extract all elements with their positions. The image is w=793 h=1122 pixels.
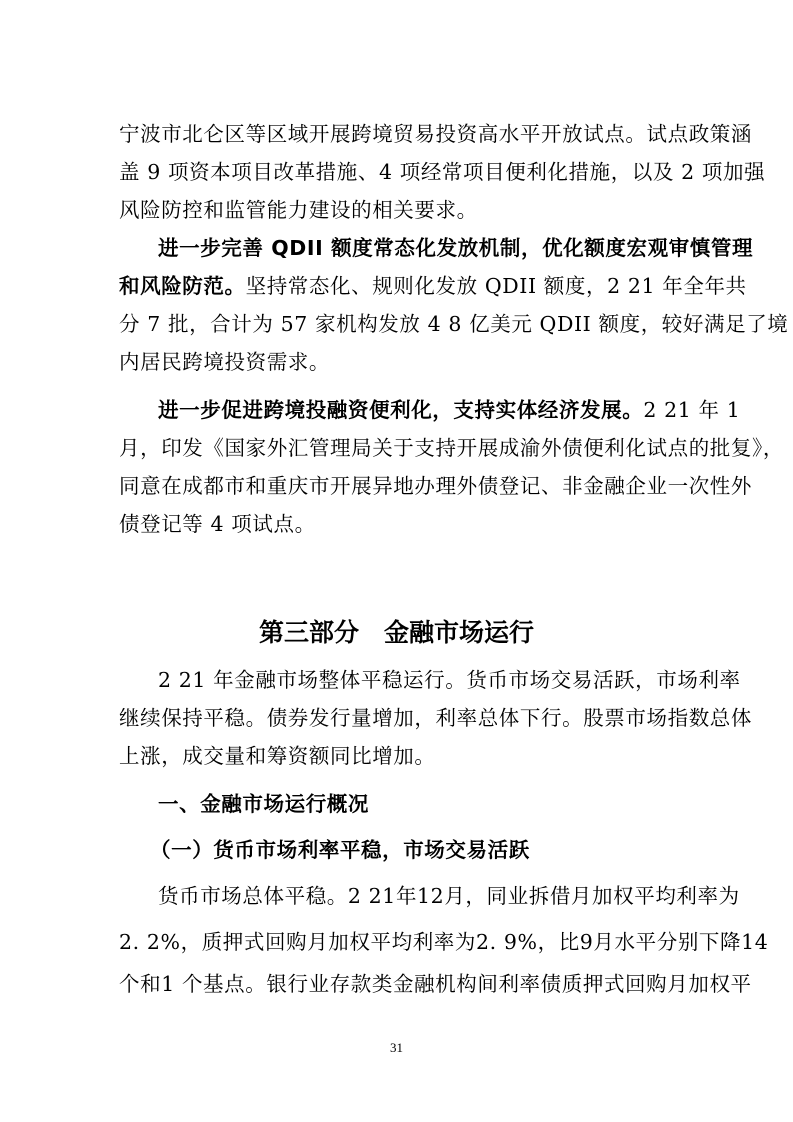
body-line: 上涨，成交量和筹资额同比增加。 (119, 744, 436, 768)
body-text: 2 21 年 1 (643, 398, 741, 422)
body-line: 宁波市北仑区等区域开展跨境贸易投资高水平开放试点。试点政策涵 (119, 122, 752, 146)
body-line: 盖 9 项资本项目改革措施、4 项经常项目便利化措施，以及 2 项加强 (119, 160, 766, 184)
mixed-line (119, 272, 747, 300)
body-line: 分 7 批，合计为 57 家机构发放 4 8 亿美元 QDII 额度，较好满足了境 (119, 312, 789, 336)
bold-lead-line: 进一步完善 QDII 额度常态化发放机制，优化额度宏观审慎管理 (158, 236, 754, 260)
body-line: 个和1 个基点。银行业存款类金融机构间利率债质押式回购月加权平 (119, 972, 752, 996)
heading-level-1: 一、金融市场运行概况 (158, 792, 369, 816)
body-line: 月，印发《国家外汇管理局关于支持开展成渝外债便利化试点的批复》， (119, 436, 784, 460)
bold-lead-text: 和风险防范。 (119, 274, 246, 298)
body-line: 2. 2%，质押式回购月加权平均利率为2. 9%，比9月水平分别下降14 (119, 930, 769, 954)
section-title: 第三部分 金融市场运行 (258, 617, 534, 647)
body-line: 同意在成都市和重庆市开展异地办理外债登记、非金融企业一次性外 (119, 474, 752, 498)
heading-level-2: （一）货币市场利率平稳，市场交易活跃 (150, 838, 530, 862)
mixed-line (158, 396, 741, 424)
body-line: 货币市场总体平稳。2 21年12月，同业拆借月加权平均利率为 (158, 884, 740, 908)
body-text: 坚持常态化、规则化发放 QDII 额度，2 21 年全年共 (245, 274, 747, 298)
bold-lead-text: 进一步促进跨境投融资便利化，支持实体经济发展。 (158, 398, 644, 422)
body-line: 债登记等 4 项试点。 (119, 512, 316, 536)
body-line: 风险防控和监管能力建设的相关要求。 (119, 198, 478, 222)
page-number: 31 (390, 1040, 403, 1055)
body-line: 内居民跨境投资需求。 (119, 350, 330, 374)
body-line: 继续保持平稳。债券发行量增加，利率总体下行。股票市场指数总体 (119, 706, 752, 730)
body-line: 2 21 年金融市场整体平稳运行。货币市场交易活跃，市场利率 (158, 668, 741, 692)
